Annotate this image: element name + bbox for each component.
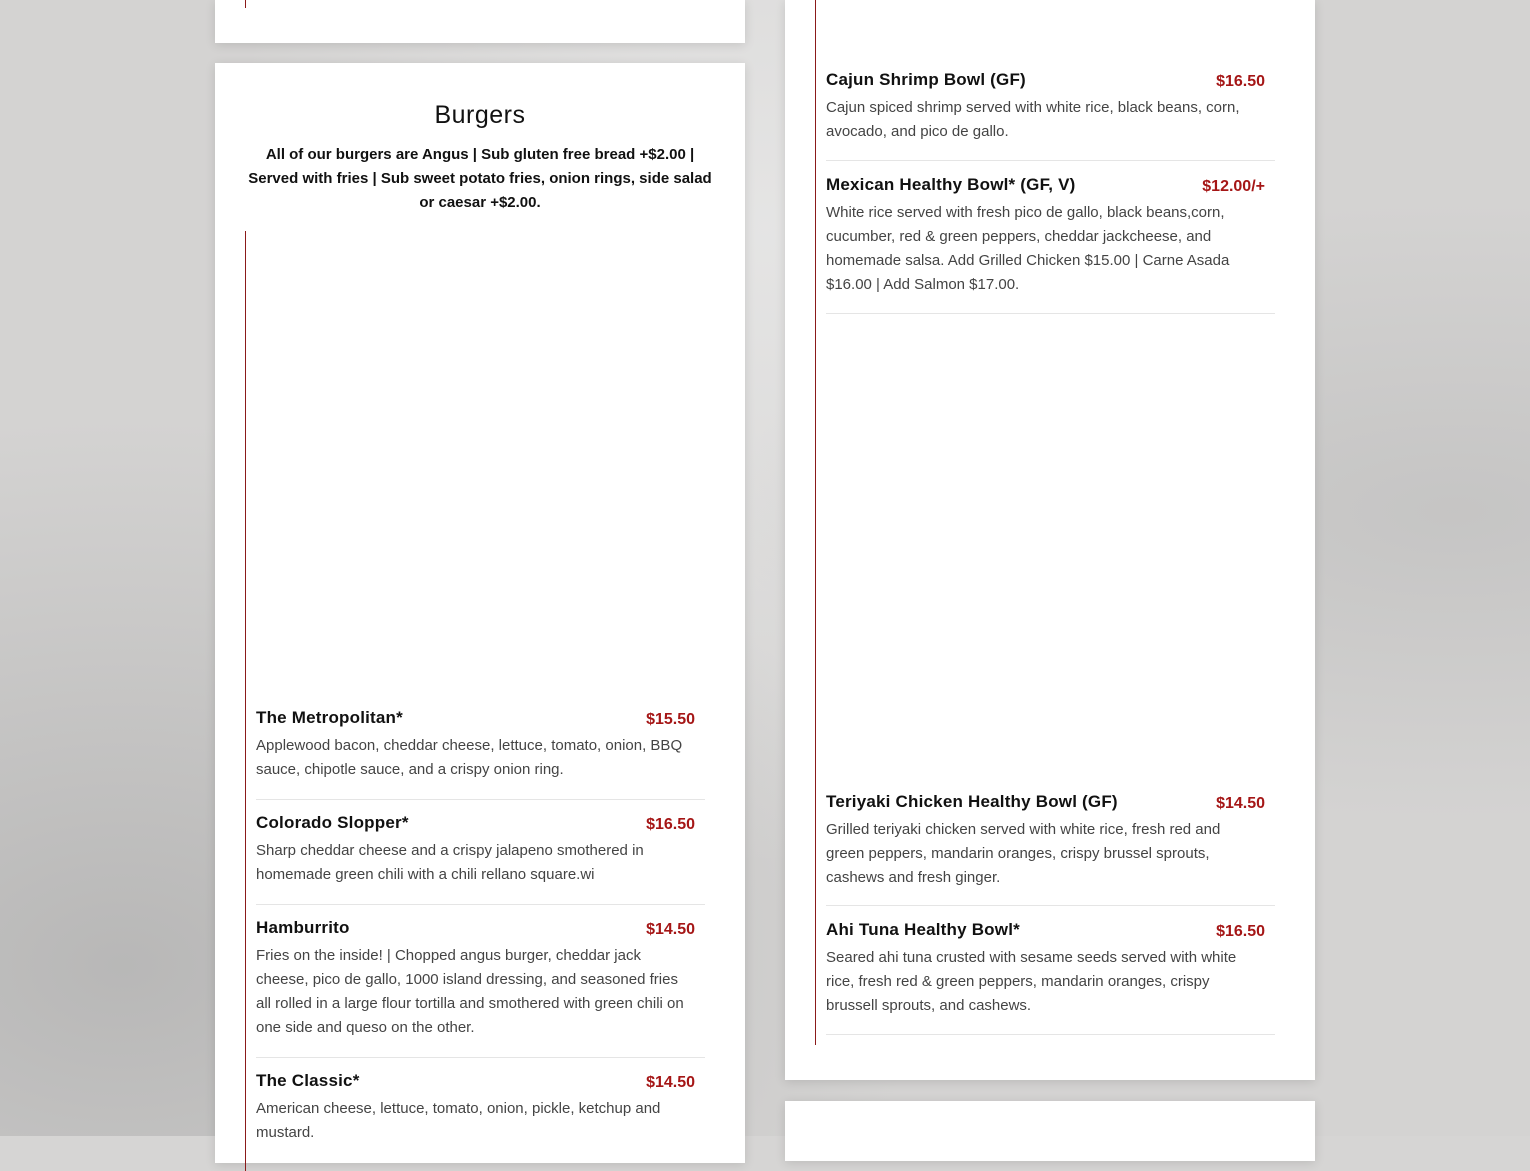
menu-item-description: Applewood bacon, cheddar cheese, lettuce, tomato, onion, BBQ sauce, chipotle sauce, and a crispy onion ring. — [256, 734, 686, 782]
menu-item-name: Ahi Tuna Healthy Bowl* — [826, 920, 1020, 940]
menu-item — [826, 175, 1275, 314]
menu-card-previous-section — [215, 0, 745, 43]
menu-item-name: Cajun Shrimp Bowl (GF) — [826, 70, 1026, 90]
menu-item — [826, 70, 1275, 161]
menu-item-description: Cajun spiced shrimp served with white rice, black beans, corn, avocado, and pico de gallo. — [826, 96, 1256, 144]
menu-item-description: Sharp cheddar cheese and a crispy jalapeno smothered in homemade green chili with a chili rellano square.wi — [256, 839, 686, 887]
menu-item-price: $14.50 — [1216, 795, 1265, 813]
section-note-burgers: All of our burgers are Angus | Sub gluten free bread +$2.00 | Served with fries | Sub sweet potato fries, onion rings, side salad or caesar +$2.00. — [243, 143, 717, 215]
menu-item — [826, 920, 1275, 1035]
menu-item-price: $15.50 — [646, 711, 695, 729]
menu-item-price: $14.50 — [646, 921, 695, 939]
menu-item-name: Mexican Healthy Bowl* (GF, V) — [826, 175, 1076, 195]
menu-item-name: Colorado Slopper* — [256, 813, 409, 833]
menu-item — [256, 708, 705, 800]
menu-item-price: $14.50 — [646, 1074, 695, 1092]
menu-item-name: The Metropolitan* — [256, 708, 403, 728]
section-divider-rule — [815, 0, 816, 1045]
menu-item-name: The Classic* — [256, 1071, 360, 1091]
menu-item-price: $16.50 — [1216, 73, 1265, 91]
section-divider-rule — [245, 231, 246, 1171]
menu-item-price: $12.00/+ — [1202, 178, 1265, 196]
menu-item — [256, 813, 705, 905]
section-title-burgers: Burgers — [215, 101, 745, 130]
menu-item-name: Hamburrito — [256, 918, 350, 938]
menu-item-name: Teriyaki Chicken Healthy Bowl (GF) — [826, 792, 1118, 812]
menu-item-description: American cheese, lettuce, tomato, onion, pickle, ketchup and mustard. — [256, 1097, 686, 1145]
section-divider-rule — [245, 0, 246, 8]
menu-item-price: $16.50 — [646, 816, 695, 834]
menu-item-price: $16.50 — [1216, 923, 1265, 941]
menu-item-description: Grilled teriyaki chicken served with white rice, fresh red and green peppers, mandarin oranges, crispy brussel sprouts, cashews and fresh ginger. — [826, 818, 1256, 890]
menu-card-burgers — [215, 63, 745, 1163]
menu-item — [826, 792, 1275, 906]
menu-item — [256, 1071, 705, 1162]
menu-card-bowls — [785, 0, 1315, 1080]
menu-item-description: White rice served with fresh pico de gallo, black beans,corn, cucumber, red & green peppers, cheddar jackcheese, and homemade salsa. Add Grilled Chicken $15.00 | Carne Asada $16.00 | Add Salmon $17.00. — [826, 201, 1256, 297]
menu-item-description: Seared ahi tuna crusted with sesame seeds served with white rice, fresh red & green peppers, mandarin oranges, crispy brussell sprouts, and cashews. — [826, 946, 1256, 1018]
menu-item — [256, 918, 705, 1058]
menu-item-description: Fries on the inside! | Chopped angus burger, cheddar jack cheese, pico de gallo, 1000 island dressing, and seasoned fries all rolled in a large flour tortilla and smothered with green chili on one side and queso on the other. — [256, 944, 686, 1040]
menu-card-next-section — [785, 1101, 1315, 1161]
